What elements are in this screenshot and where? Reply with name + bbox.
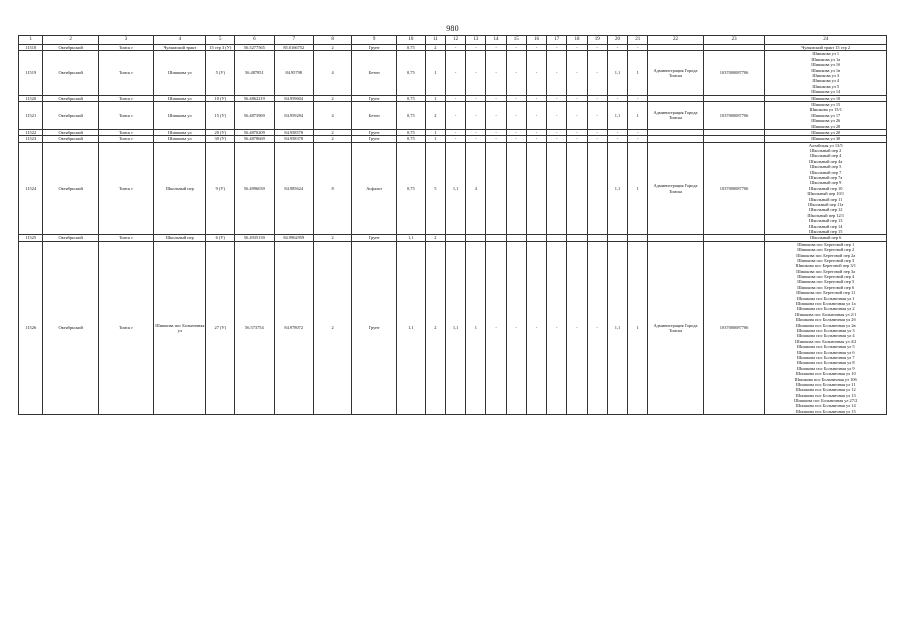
cell-c17: - bbox=[526, 95, 546, 101]
address-item: Шишкова пос Береговой пер 11 bbox=[796, 290, 856, 296]
cell-c21: 1,1 bbox=[607, 51, 627, 95]
cell-surface: Грунт bbox=[352, 45, 397, 51]
cell-area: 0,75 bbox=[396, 142, 425, 235]
cell-house: 15 стр 3 (У) bbox=[206, 45, 235, 51]
cell-c19: - bbox=[567, 45, 587, 51]
cell-addresses bbox=[765, 101, 887, 129]
cell-c17: - bbox=[526, 129, 546, 135]
cell-c20: - bbox=[587, 95, 607, 101]
cell-c21: 1,1 bbox=[607, 241, 627, 415]
cell-c17: - bbox=[526, 51, 546, 95]
cell-street: Шишкова ул bbox=[154, 101, 206, 129]
cell-city: Томск г bbox=[98, 142, 153, 235]
cell-c16: - bbox=[506, 45, 526, 51]
cell-c17: - bbox=[526, 136, 546, 142]
cell-owner: Администрация Города Томска bbox=[648, 241, 703, 415]
address-item: Школьный пер 4а bbox=[809, 158, 843, 164]
cell-c12: 1 bbox=[425, 136, 445, 142]
cell-c18: - bbox=[547, 51, 567, 95]
cell-container-count: 2 bbox=[313, 129, 351, 135]
header-cell: 1 bbox=[19, 36, 43, 45]
cell-c20: - bbox=[587, 241, 607, 415]
cell-house: 9 (У) bbox=[206, 142, 235, 235]
header-cell: 13 bbox=[466, 36, 486, 45]
address-item: Школьный пер 7 bbox=[810, 169, 842, 175]
cell-c22: 1 bbox=[628, 51, 648, 95]
cell-c14: - bbox=[466, 45, 486, 51]
cell-c13: - bbox=[445, 45, 465, 51]
cell-id: 11519 bbox=[19, 51, 43, 95]
cell-c15: - bbox=[486, 95, 506, 101]
cell-c14: - bbox=[466, 101, 486, 129]
cell-surface: Бетон bbox=[352, 101, 397, 129]
header-cell: 6 bbox=[235, 36, 274, 45]
cell-street: Школьный пер bbox=[154, 142, 206, 235]
address-item: Шишкова пос Больничная ул 27/2 bbox=[794, 398, 858, 404]
cell-district: Октябрьский bbox=[43, 101, 98, 129]
cell-lon: 84.958378 bbox=[274, 136, 313, 142]
header-cell: 5 bbox=[206, 36, 235, 45]
cell-lat: 56.4996039 bbox=[235, 142, 274, 235]
address-item: Шишкова ул 1в bbox=[811, 67, 841, 73]
header-row bbox=[19, 36, 887, 45]
cell-c13: - bbox=[445, 101, 465, 129]
cell-c14: - bbox=[466, 136, 486, 142]
cell-c21: 1,1 bbox=[607, 101, 627, 129]
address-item: Шишкова ул 30 bbox=[811, 136, 841, 142]
cell-c22: - bbox=[628, 129, 648, 135]
address-item: Школьный пер 4 bbox=[810, 153, 842, 159]
cell-owner: Администрация Города Томска bbox=[648, 101, 703, 129]
table-row bbox=[19, 101, 887, 129]
cell-street: Шишкова ул bbox=[154, 136, 206, 142]
address-item: Шишкова пос Больничная ул 4 bbox=[796, 333, 855, 339]
cell-addresses bbox=[765, 241, 887, 415]
cell-lon: 84.95798 bbox=[274, 51, 313, 95]
cell-id: 11518 bbox=[19, 45, 43, 51]
cell-c22: 1 bbox=[628, 101, 648, 129]
cell-street: Школьный пер bbox=[154, 235, 206, 241]
cell-id: 11524 bbox=[19, 142, 43, 235]
cell-district: Октябрьский bbox=[43, 136, 98, 142]
header-cell: 8 bbox=[313, 36, 351, 45]
header-cell: 11 bbox=[425, 36, 445, 45]
cell-container-count: 2 bbox=[313, 241, 351, 415]
header-cell: 19 bbox=[587, 36, 607, 45]
cell-city: Томск г bbox=[98, 129, 153, 135]
table-row bbox=[19, 241, 887, 415]
cell-c15: - bbox=[486, 51, 506, 95]
cell-area: 1,1 bbox=[396, 235, 425, 241]
header-cell: 3 bbox=[98, 36, 153, 45]
cell-lat: 56.4862219 bbox=[235, 95, 274, 101]
cell-area: 0,75 bbox=[396, 129, 425, 135]
address-item: Шишкова ул 1а bbox=[811, 56, 841, 62]
address-item: Шишкова пос Больничная ул 10б bbox=[794, 376, 857, 382]
address-item: Шишкова ул 10 bbox=[811, 95, 841, 101]
cell-city: Томск г bbox=[98, 51, 153, 95]
address-item: Школьный пер 11а bbox=[808, 202, 844, 207]
cell-area: 0,75 bbox=[396, 51, 425, 95]
cell-c20 bbox=[587, 142, 607, 235]
cell-street: Шишкова ул bbox=[154, 129, 206, 135]
header-cell: 10 bbox=[396, 36, 425, 45]
cell-c17 bbox=[526, 142, 546, 235]
cell-addresses bbox=[765, 51, 887, 95]
address-item: Школьный пер 10 bbox=[809, 185, 843, 191]
cell-c19: - bbox=[567, 129, 587, 135]
address-item: Школьный пер 13 bbox=[809, 218, 843, 224]
address-item: Шишкова ул 26 bbox=[811, 118, 841, 124]
cell-ogrn: 1037000087706 bbox=[703, 241, 765, 415]
cell-c14: - bbox=[466, 95, 486, 101]
cell-street: Чулымский тракт bbox=[154, 45, 206, 51]
cell-district: Октябрьский bbox=[43, 235, 98, 241]
header-cell: 20 bbox=[607, 36, 627, 45]
cell-owner: Администрация Города Томска bbox=[648, 51, 703, 95]
cell-city: Томск г bbox=[98, 241, 153, 415]
cell-id: 11521 bbox=[19, 101, 43, 129]
address-item: Шишкова пос Больничная ул 10 bbox=[795, 371, 856, 377]
cell-ogrn: 1037000087706 bbox=[703, 101, 765, 129]
cell-c12: 5 bbox=[425, 142, 445, 235]
cell-c20: - bbox=[587, 45, 607, 51]
cell-c20: - bbox=[587, 136, 607, 142]
cell-street: Шишкова ул bbox=[154, 51, 206, 95]
address-item: Шишкова пос Береговой пер 2 bbox=[797, 247, 855, 253]
cell-c21: - bbox=[607, 95, 627, 101]
header-cell: 23 bbox=[703, 36, 765, 45]
cell-lat: 56.4935139 bbox=[235, 235, 274, 241]
cell-c19: - bbox=[567, 136, 587, 142]
cell-c22: - bbox=[628, 45, 648, 51]
cell-street: Шишкова пос Больничная ул bbox=[154, 241, 206, 415]
cell-lat: 56.5277565 bbox=[235, 45, 274, 51]
address-item: Школьный пер 6 bbox=[810, 235, 842, 241]
cell-container-count: 2 bbox=[313, 136, 351, 142]
address-item: Школьный пер 9 bbox=[810, 180, 842, 186]
cell-c19: - bbox=[567, 241, 587, 415]
cell-c14: 4 bbox=[466, 142, 486, 235]
header-cell: 4 bbox=[154, 36, 206, 45]
cell-c18: - bbox=[547, 136, 567, 142]
address-item: Шишкова пос Береговой пер 3 bbox=[797, 257, 855, 263]
cell-c21: - bbox=[607, 136, 627, 142]
address-item: Школьный пер 15 bbox=[809, 228, 843, 234]
address-item: Шишкова ул 4 bbox=[812, 78, 840, 84]
cell-c21: - bbox=[607, 129, 627, 135]
cell-city: Томск г bbox=[98, 101, 153, 129]
address-item: Шишкова ул 1 bbox=[812, 51, 840, 57]
cell-house: 20 (У) bbox=[206, 129, 235, 135]
cell-c18: - bbox=[547, 241, 567, 415]
cell-container-count: 8 bbox=[313, 142, 351, 235]
cell-city: Томск г bbox=[98, 136, 153, 142]
address-item: Шишкова пос Больничная ул 14 bbox=[795, 403, 856, 409]
cell-lat: 56.487851 bbox=[235, 51, 274, 95]
cell-id: 11525 bbox=[19, 235, 43, 241]
cell-lon: 84.9962959 bbox=[274, 235, 313, 241]
cell-container-count: 2 bbox=[313, 235, 351, 241]
header-cell: 7 bbox=[274, 36, 313, 45]
cell-district: Октябрьский bbox=[43, 45, 98, 51]
cell-c18: - bbox=[547, 129, 567, 135]
cell-c16: - bbox=[506, 136, 526, 142]
cell-c16 bbox=[506, 142, 526, 235]
cell-area: 1,1 bbox=[396, 241, 425, 415]
cell-house: 27 (У) bbox=[206, 241, 235, 415]
cell-c13: - bbox=[445, 51, 465, 95]
address-item: Шишкова пос Больничная ул 5 bbox=[796, 344, 855, 350]
address-item: Чулымский тракт 15 стр 2 bbox=[801, 45, 851, 50]
header-cell: 24 bbox=[765, 36, 887, 45]
cell-c20: - bbox=[587, 51, 607, 95]
cell-area: 0,75 bbox=[396, 136, 425, 142]
address-item: Шишкова ул 28 bbox=[811, 123, 841, 129]
cell-area: 0,75 bbox=[396, 101, 425, 129]
cell-ogrn: 1037000087706 bbox=[703, 142, 765, 235]
cell-c15: - bbox=[486, 241, 506, 415]
cell-id: 11526 bbox=[19, 241, 43, 415]
cell-id: 11523 bbox=[19, 136, 43, 142]
address-item: Шишкова пос Береговой пер 6 bbox=[797, 284, 855, 290]
address-item: Шишкова пос Больничная ул 7 bbox=[796, 354, 855, 360]
address-item: Шишкова пос Больничная ул 15 bbox=[795, 408, 856, 414]
cell-district: Октябрьский bbox=[43, 95, 98, 101]
cell-c15: - bbox=[486, 45, 506, 51]
cell-surface: Грунт bbox=[352, 95, 397, 101]
cell-lon: 84.958578 bbox=[274, 129, 313, 135]
address-item: Шишкова ул 20 bbox=[811, 129, 841, 135]
address-item: Школьный пер 10/1 bbox=[807, 191, 845, 197]
table-row bbox=[19, 142, 887, 235]
header-cell: 12 bbox=[445, 36, 465, 45]
address-item: Школьный пер 12/1 bbox=[807, 212, 845, 218]
cell-c13: - bbox=[445, 95, 465, 101]
cell-id: 11520 bbox=[19, 95, 43, 101]
cell-house: 6 (У) bbox=[206, 235, 235, 241]
cell-c12: 2 bbox=[425, 45, 445, 51]
address-item: Школьный пер 2 bbox=[810, 148, 842, 154]
address-item: Шишкова пос Больничная ул 1 bbox=[796, 295, 855, 301]
cell-district: Октябрьский bbox=[43, 142, 98, 235]
header-cell: 17 bbox=[547, 36, 567, 45]
header-cell: 22 bbox=[648, 36, 703, 45]
header-cell: 15 bbox=[506, 36, 526, 45]
cell-c12: 2 bbox=[425, 235, 445, 241]
address-item: Шишкова пос Больничная ул 8 bbox=[796, 360, 855, 366]
cell-c17: - bbox=[526, 241, 546, 415]
address-item: Школьный пер 5 bbox=[810, 164, 842, 170]
cell-lon: 85.0166752 bbox=[274, 45, 313, 51]
address-item: Шишкова пос Больничная ул 4/2 bbox=[795, 338, 857, 344]
cell-id: 11522 bbox=[19, 129, 43, 135]
cell-container-count: 4 bbox=[313, 101, 351, 129]
header-cell: 18 bbox=[567, 36, 587, 45]
cell-city: Томск г bbox=[98, 235, 153, 241]
cell-c19: - bbox=[567, 51, 587, 95]
cell-c22: - bbox=[628, 95, 648, 101]
address-item: Шишкова ул 15/1 bbox=[809, 107, 842, 113]
cell-c22: 1 bbox=[628, 142, 648, 235]
address-item: Шишкова ул 14 bbox=[811, 89, 841, 95]
cell-c15 bbox=[486, 142, 506, 235]
address-item: Шишкова пос Больничная ул 2в bbox=[795, 322, 856, 328]
cell-container-count: 2 bbox=[313, 95, 351, 101]
cell-lon: 84.978072 bbox=[274, 241, 313, 415]
cell-c16: - bbox=[506, 129, 526, 135]
cell-district: Октябрьский bbox=[43, 129, 98, 135]
cell-c18: - bbox=[547, 95, 567, 101]
cell-c16: - bbox=[506, 241, 526, 415]
address-item: Шишкова пос Больничная ул 2 bbox=[796, 306, 855, 312]
table-row bbox=[19, 51, 887, 95]
cell-house: 5 (У) bbox=[206, 51, 235, 95]
cell-lat: 56.4870209 bbox=[235, 129, 274, 135]
cell-c12: 2 bbox=[425, 241, 445, 415]
cell-surface: Грунт bbox=[352, 129, 397, 135]
cell-c19: - bbox=[567, 95, 587, 101]
cell-c22: 1 bbox=[628, 241, 648, 415]
cell-c15: - bbox=[486, 136, 506, 142]
cell-surface: Грунт bbox=[352, 136, 397, 142]
cell-c20: - bbox=[587, 129, 607, 135]
cell-c20: - bbox=[587, 101, 607, 129]
address-item: Шишкова пос Больничная ул 6 bbox=[796, 349, 855, 355]
cell-city: Томск г bbox=[98, 95, 153, 101]
cell-c16: - bbox=[506, 95, 526, 101]
cell-c14: - bbox=[466, 51, 486, 95]
header-cell: 9 bbox=[352, 36, 397, 45]
cell-c17: - bbox=[526, 45, 546, 51]
header-cell: 16 bbox=[526, 36, 546, 45]
address-item: Алтайская ул 13/5 bbox=[808, 142, 843, 148]
cell-c22: - bbox=[628, 136, 648, 142]
cell-lat: 56.573754 bbox=[235, 241, 274, 415]
cell-surface: Асфальт bbox=[352, 142, 397, 235]
cell-c18: - bbox=[547, 101, 567, 129]
cell-c14: - bbox=[466, 129, 486, 135]
cell-c12: 1 bbox=[425, 129, 445, 135]
address-item: Шишкова ул 5 bbox=[812, 83, 840, 89]
cell-c15: - bbox=[486, 101, 506, 129]
address-item: Шишкова пос Больничная ул 2б bbox=[795, 317, 856, 323]
address-item: Школьный пер 7а bbox=[809, 175, 843, 181]
address-item: Шишкова ул 1б bbox=[811, 62, 841, 68]
address-item: Шишкова пос Береговой пер 3/1 bbox=[795, 263, 856, 269]
cell-surface: Бетон bbox=[352, 51, 397, 95]
cell-c12: 1 bbox=[425, 51, 445, 95]
cell-lat: 56.4878669 bbox=[235, 136, 274, 142]
page-number: 980 bbox=[446, 24, 459, 33]
address-item: Школьный пер 12 bbox=[809, 207, 843, 213]
cell-ogrn: 1037000087706 bbox=[703, 51, 765, 95]
cell-addresses bbox=[765, 142, 887, 235]
address-item: Шишкова пос Больничная ул 9 bbox=[796, 365, 855, 371]
address-item: Шишкова пос Береговой пер 5 bbox=[797, 279, 855, 285]
cell-c12: 1 bbox=[425, 95, 445, 101]
cell-area: 0,75 bbox=[396, 95, 425, 101]
address-item: Шишкова пос Больничная ул 3 bbox=[796, 328, 855, 333]
cell-c13: - bbox=[445, 129, 465, 135]
address-item: Шишкова пос Береговой пер 1 bbox=[797, 241, 855, 247]
cell-house: 30 (У) bbox=[206, 136, 235, 142]
cell-c21: 1,1 bbox=[607, 142, 627, 235]
cell-lat: 56.4873969 bbox=[235, 101, 274, 129]
address-item: Шишкова ул 3 bbox=[812, 72, 840, 78]
address-item: Шишкова пос Береговой пер 2а bbox=[796, 252, 856, 258]
cell-c19 bbox=[567, 142, 587, 235]
address-item: Шишкова пос Больничная ул 13 bbox=[795, 392, 856, 398]
cell-district: Октябрьский bbox=[43, 241, 98, 415]
cell-house: 10 (У) bbox=[206, 95, 235, 101]
cell-c12: 2 bbox=[425, 101, 445, 129]
cell-c16: - bbox=[506, 101, 526, 129]
cell-city: Томск г bbox=[98, 45, 153, 51]
cell-c17: - bbox=[526, 101, 546, 129]
cell-c13: - bbox=[445, 136, 465, 142]
address-item: Шишкова пос Береговой пер 3а bbox=[796, 268, 856, 274]
address-item: Шишкова пос Береговой пер 4 bbox=[797, 274, 855, 280]
cell-c19: - bbox=[567, 101, 587, 129]
cell-area: 0,75 bbox=[396, 45, 425, 51]
cell-house: 15 (У) bbox=[206, 101, 235, 129]
cell-c14: 1 bbox=[466, 241, 486, 415]
cell-lon: 84.959284 bbox=[274, 101, 313, 129]
header-cell: 2 bbox=[43, 36, 98, 45]
address-item: Шишкова пос Больничная ул 12 bbox=[795, 387, 856, 393]
address-item: Шишкова пос Больничная ул 11 bbox=[795, 381, 856, 387]
address-item: Шишкова ул 17 bbox=[811, 112, 841, 118]
cell-c16: - bbox=[506, 51, 526, 95]
cell-c18: - bbox=[547, 45, 567, 51]
cell-street: Шишкова ул bbox=[154, 95, 206, 101]
cell-lon: 84.985624 bbox=[274, 142, 313, 235]
address-item: Школьный пер 14 bbox=[809, 223, 843, 229]
address-item: Шишкова пос Больничная ул 1а bbox=[795, 301, 856, 307]
header-cell: 14 bbox=[486, 36, 506, 45]
cell-district: Октябрьский bbox=[43, 51, 98, 95]
cell-c15: - bbox=[486, 129, 506, 135]
cell-c13: 1,1 bbox=[445, 142, 465, 235]
address-item: Шишкова пос Больничная ул 2/1 bbox=[795, 311, 857, 317]
register-table bbox=[18, 35, 887, 415]
cell-container-count: 2 bbox=[313, 45, 351, 51]
cell-container-count: 4 bbox=[313, 51, 351, 95]
header-cell: 21 bbox=[628, 36, 648, 45]
cell-owner: Администрация Города Томска bbox=[648, 142, 703, 235]
cell-c13: 1,1 bbox=[445, 241, 465, 415]
cell-c21: - bbox=[607, 45, 627, 51]
cell-c18 bbox=[547, 142, 567, 235]
address-item: Шишкова ул 15 bbox=[811, 101, 841, 107]
cell-surface: Грунт bbox=[352, 235, 397, 241]
address-item: Школьный пер 11 bbox=[809, 196, 843, 202]
cell-lon: 84.959604 bbox=[274, 95, 313, 101]
cell-surface: Грунт bbox=[352, 241, 397, 415]
